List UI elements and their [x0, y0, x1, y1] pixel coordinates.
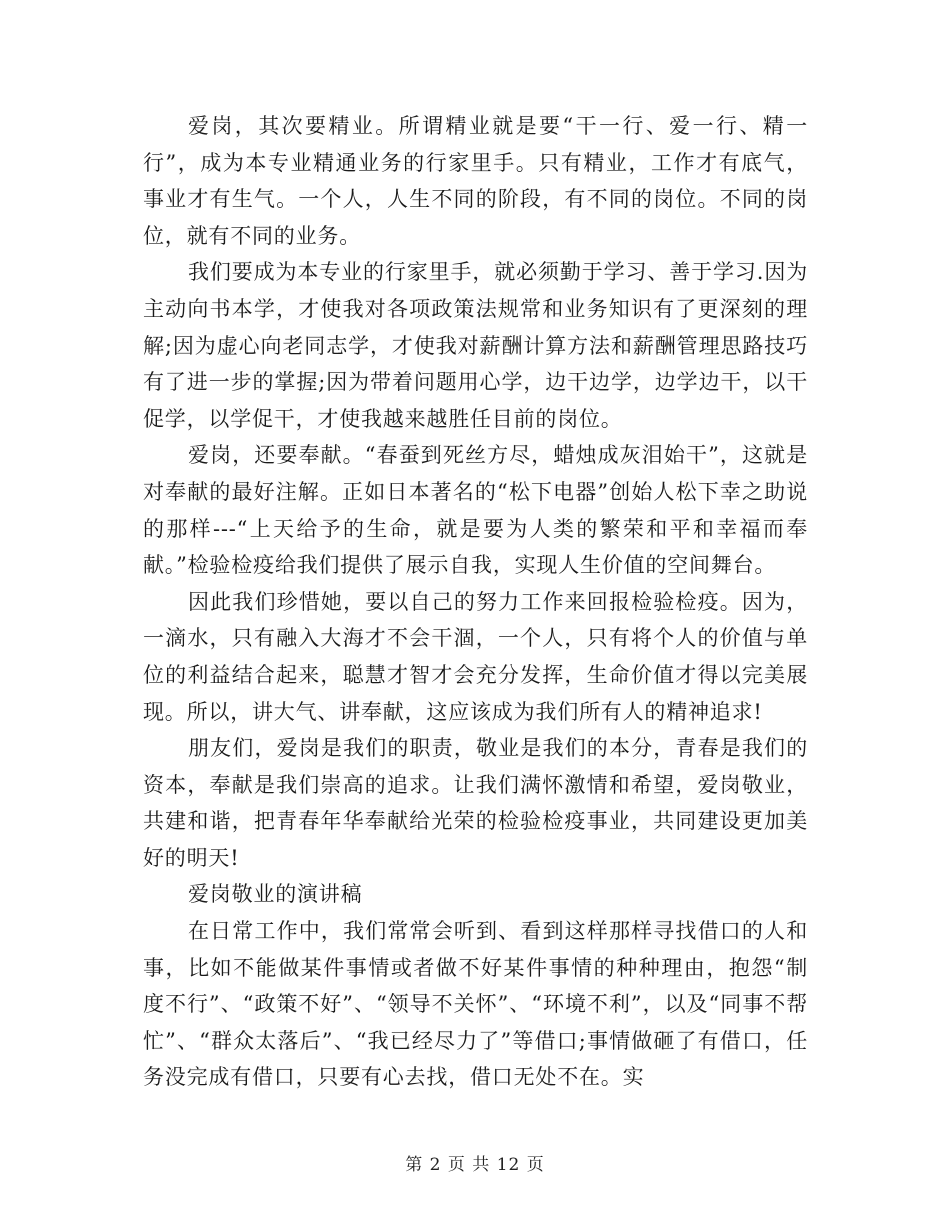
paragraph-4: 因此我们珍惜她，要以自己的努力工作来回报检验检疫。因为，一滴水，只有融入大海才不会干涸，一个人，只有将个人的价值与单位的利益结合起来，聪慧才智才会充分发挥，生命价值才得以完美展现。所以，讲大气、讲奉献，这应该成为我们所有人的精神追求! — [143, 589, 808, 724]
paragraph-1: 爱岗，其次要精业。所谓精业就是要“干一行、爱一行、精一行”，成为本专业精通业务的行家里手。只有精业，工作才有底气，事业才有生气。一个人，人生不同的阶段，有不同的岗位。不同的岗位，就有不同的业务。 — [143, 114, 808, 248]
paragraph-3: 爱岗，还要奉献。“春蚕到死丝方尽，蜡烛成灰泪始干”，这就是对奉献的最好注解。正如日本著名的“松下电器”创始人松下幸之助说的那样---“上天给予的生命，就是要为人类的繁荣和平和幸福而奉献。”检验检疫给我们提供了展示自我，实现人生价值的空间舞台。 — [143, 443, 808, 578]
paragraph-5: 朋友们，爱岗是我们的职责，敬业是我们的本分，青春是我们的资本，奉献是我们崇高的追求。让我们满怀激情和希望，爱岗敬业，共建和谐，把青春年华奉献给光荣的检验检疫事业，共同建设更加美好的明天! — [143, 736, 808, 870]
document-body — [143, 108, 808, 1096]
paragraph-2: 我们要成为本专业的行家里手，就必须勤于学习、善于学习.因为主动向书本学，才使我对各项政策法规常和业务知识有了更深刻的理解;因为虚心向老同志学，才使我对薪酬计算方法和薪酬管理思路技巧有了进一步的掌握;因为带着问题用心学，边干边学，边学边干，以干促学，以学促干，才使我越来越胜任目前的岗位。 — [143, 260, 808, 431]
section-title: 爱岗敬业的演讲稿 — [188, 882, 363, 907]
page-number-footer: 第 2 页 共 12 页 — [405, 1155, 545, 1175]
paragraph-6: 在日常工作中，我们常常会听到、看到这样那样寻找借口的人和事，比如不能做某件事情或者做不好某件事情的种种理由，抱怨“制度不行”、“政策不好”、“领导不关怀”、“环境不利”，以及“同事不帮忙”、“群众太落后”、“我已经尽力了”等借口;事情做砸了有借口，任务没完成有借口，只要有心去找，借口无处不在。实 — [143, 919, 808, 1090]
